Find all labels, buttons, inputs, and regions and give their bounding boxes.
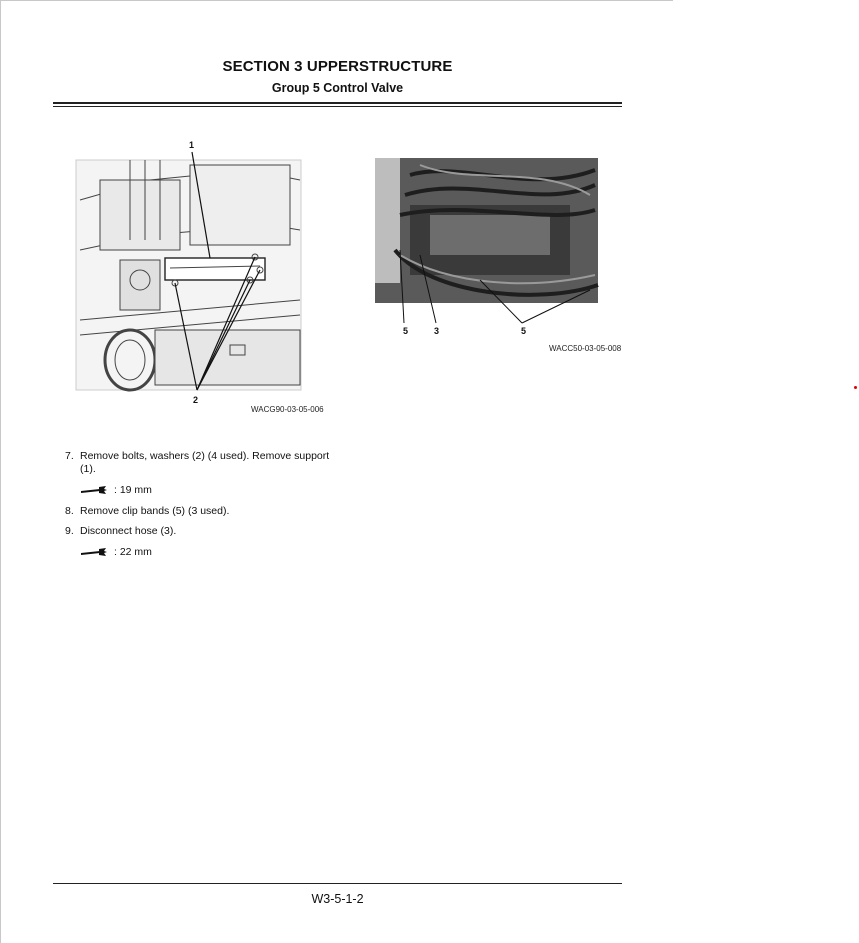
figure-left-caption: WACG90-03-05-006 [251, 405, 324, 414]
annotation-dot [854, 386, 857, 389]
callout-5-left: 5 [403, 326, 409, 336]
tool-spec-19mm [65, 483, 335, 497]
step-text: Disconnect hose (3). [80, 525, 177, 537]
callout-3: 3 [434, 326, 440, 336]
figure-support-removal [70, 140, 335, 415]
procedure-steps [65, 450, 335, 567]
step-8 [65, 505, 335, 518]
control-valve-illustration [370, 155, 625, 355]
tool-size: : 22 mm [114, 545, 152, 558]
callout-1: 1 [189, 140, 195, 150]
header-rule [53, 102, 622, 104]
header-rule-thin [53, 106, 622, 107]
footer-rule [53, 883, 622, 884]
support-illustration [70, 140, 335, 415]
step-text: Remove bolts, washers (2) (4 used). Remove support (1). [80, 450, 330, 475]
step-number: 9. [65, 525, 74, 537]
tool-size: : 19 mm [114, 483, 152, 496]
tool-spec-22mm [65, 545, 335, 559]
callout-5-right: 5 [521, 326, 527, 336]
callout-2: 2 [193, 395, 199, 405]
step-number: 7. [65, 450, 74, 462]
figure-hose-clip-bands [370, 155, 625, 355]
step-7 [65, 450, 335, 476]
figure-right-caption: WACC50-03-05-008 [549, 344, 622, 353]
wrench-icon [80, 547, 108, 557]
wrench-icon [80, 485, 108, 495]
group-title: Group 5 Control Valve [271, 81, 404, 95]
page-number: W3-5-1-2 [311, 892, 364, 906]
step-9 [65, 525, 335, 538]
section-title: SECTION 3 UPPERSTRUCTURE [222, 58, 453, 75]
step-text: Remove clip bands (5) (3 used). [80, 505, 230, 517]
step-number: 8. [65, 505, 74, 517]
